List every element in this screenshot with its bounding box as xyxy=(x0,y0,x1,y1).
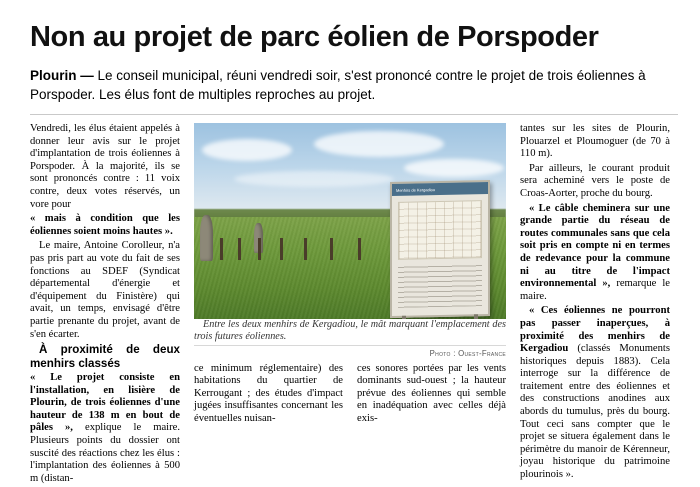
column-center xyxy=(194,123,506,428)
paragraph: ces sonores portées par les vents dominants sud-ouest ; la hauteur prévue des éoliennes qui semble en inadéquation avec celles déjà exis- xyxy=(357,362,506,424)
photo-block xyxy=(194,123,506,361)
article-photo xyxy=(194,123,506,319)
paragraph xyxy=(30,372,180,485)
lower-columns xyxy=(194,363,506,428)
paragraph: Vendredi, les élus étaient appelés à donner leur avis sur le projet d'implantation de trois éoliennes à Porspoder. À la majorité, ils se sont prononcés contre : 11 voix contre, deux votes réservés, un vore pour xyxy=(30,123,180,210)
paragraph xyxy=(520,305,670,481)
paragraph-quote: « Le câble cheminera sur une grande partie du réseau de routes communales sans que cela soit pris en compte ni en termes de redevance pour la commune ni au titre de l'impact environnemental », xyxy=(520,202,670,290)
cloud-icon xyxy=(202,139,292,161)
fence-post xyxy=(238,238,241,260)
cloud-icon xyxy=(404,159,504,177)
column-1 xyxy=(30,123,180,487)
paragraph: Le maire, Antoine Corolleur, n'a pas pris part au vote du fait de ses fonctions au SDEF (Syndicat départemental d'énergie et d'équipement du Finistère) qui avait, un temps, envisagé d'être partie prenante du projet, avant de s'en écarter. xyxy=(30,240,180,340)
fence-post xyxy=(220,238,223,260)
paragraph xyxy=(520,203,670,304)
photo-caption: Entre les deux menhirs de Kergadiou, le mât marquant l'emplacement des trois futures éoliennes. xyxy=(194,319,506,342)
fence-post xyxy=(280,238,283,260)
fence-post xyxy=(358,238,361,260)
fence-post xyxy=(304,238,307,260)
menhir-stone xyxy=(200,215,213,261)
column-4 xyxy=(520,123,670,484)
paragraph: Par ailleurs, le courant produit sera acheminé vers le poste de Croas-Aorter, proche du bourg. xyxy=(520,162,670,199)
fence-post xyxy=(258,238,261,260)
cloud-icon xyxy=(314,131,444,157)
column-3 xyxy=(357,363,506,428)
photo-credit: Photo : Ouest-France xyxy=(194,345,506,361)
paragraph-quote: « Le projet consiste en l'installation, en lisière de Plourin, de trois éoliennes d'une hauteur de 138 m en bout de pâles », xyxy=(30,372,180,434)
page-title: Non au projet de parc éolien de Porspoder xyxy=(30,21,599,53)
dateline: Plourin — xyxy=(30,68,94,83)
paragraph-rest: remarque le maire. xyxy=(520,278,670,302)
panel-header xyxy=(392,182,488,196)
fence-post xyxy=(330,238,333,260)
column-2 xyxy=(194,363,343,428)
standfirst-text: Le conseil municipal, réuni vendredi soir, s'est prononcé contre le projet de trois éoliennes à Porspoder. Les élus font de multiples reproches au projet. xyxy=(30,68,646,102)
article-columns xyxy=(30,123,678,487)
panel-leg xyxy=(402,316,406,319)
paragraph-rest: (classés Monuments historiques depuis 1883). Cela interroge sur la différence de traitement entre des éoliennes et des constructions anodines aux abords du tumulus, près du bourg. Tout ceci sans compter que le projet se situera également dans le périmètre du manoir de Kérenneur, joyau historique du patrimoine plourinois ». xyxy=(520,343,670,481)
panel-map-illustration xyxy=(398,200,482,260)
paragraph: tantes sur les sites de Plourin, Plouarzel et Ploumoguer (de 70 à 110 m). xyxy=(520,123,670,160)
subheading: À proximité de deux menhirs classés xyxy=(30,343,180,370)
paragraph-rest: explique le maire. Plusieurs points du dossier ont suscité des réactions chez les élus : l'implantation des éoliennes à 500 m (distan- xyxy=(30,422,180,484)
paragraph-quote: « Ces éoliennes ne pourront pas passer inaperçues, à proximité des menhirs de Kergadiou xyxy=(520,305,670,355)
information-panel xyxy=(390,180,490,318)
divider xyxy=(30,114,678,115)
paragraph-bold: « mais à condition que les éoliennes soient moins hautes ». xyxy=(30,213,180,237)
panel-title: Menhirs de Kergadiou xyxy=(396,187,436,193)
panel-leg xyxy=(474,314,478,319)
standfirst xyxy=(30,66,670,104)
paragraph: ce minimum réglementaire) des habitations du quartier de Kerrougant ; des études d'impact jugées insuffisantes concernant les éventuelles nuisan- xyxy=(194,362,343,424)
cloud-icon xyxy=(234,171,394,187)
panel-text-lines xyxy=(398,262,482,308)
